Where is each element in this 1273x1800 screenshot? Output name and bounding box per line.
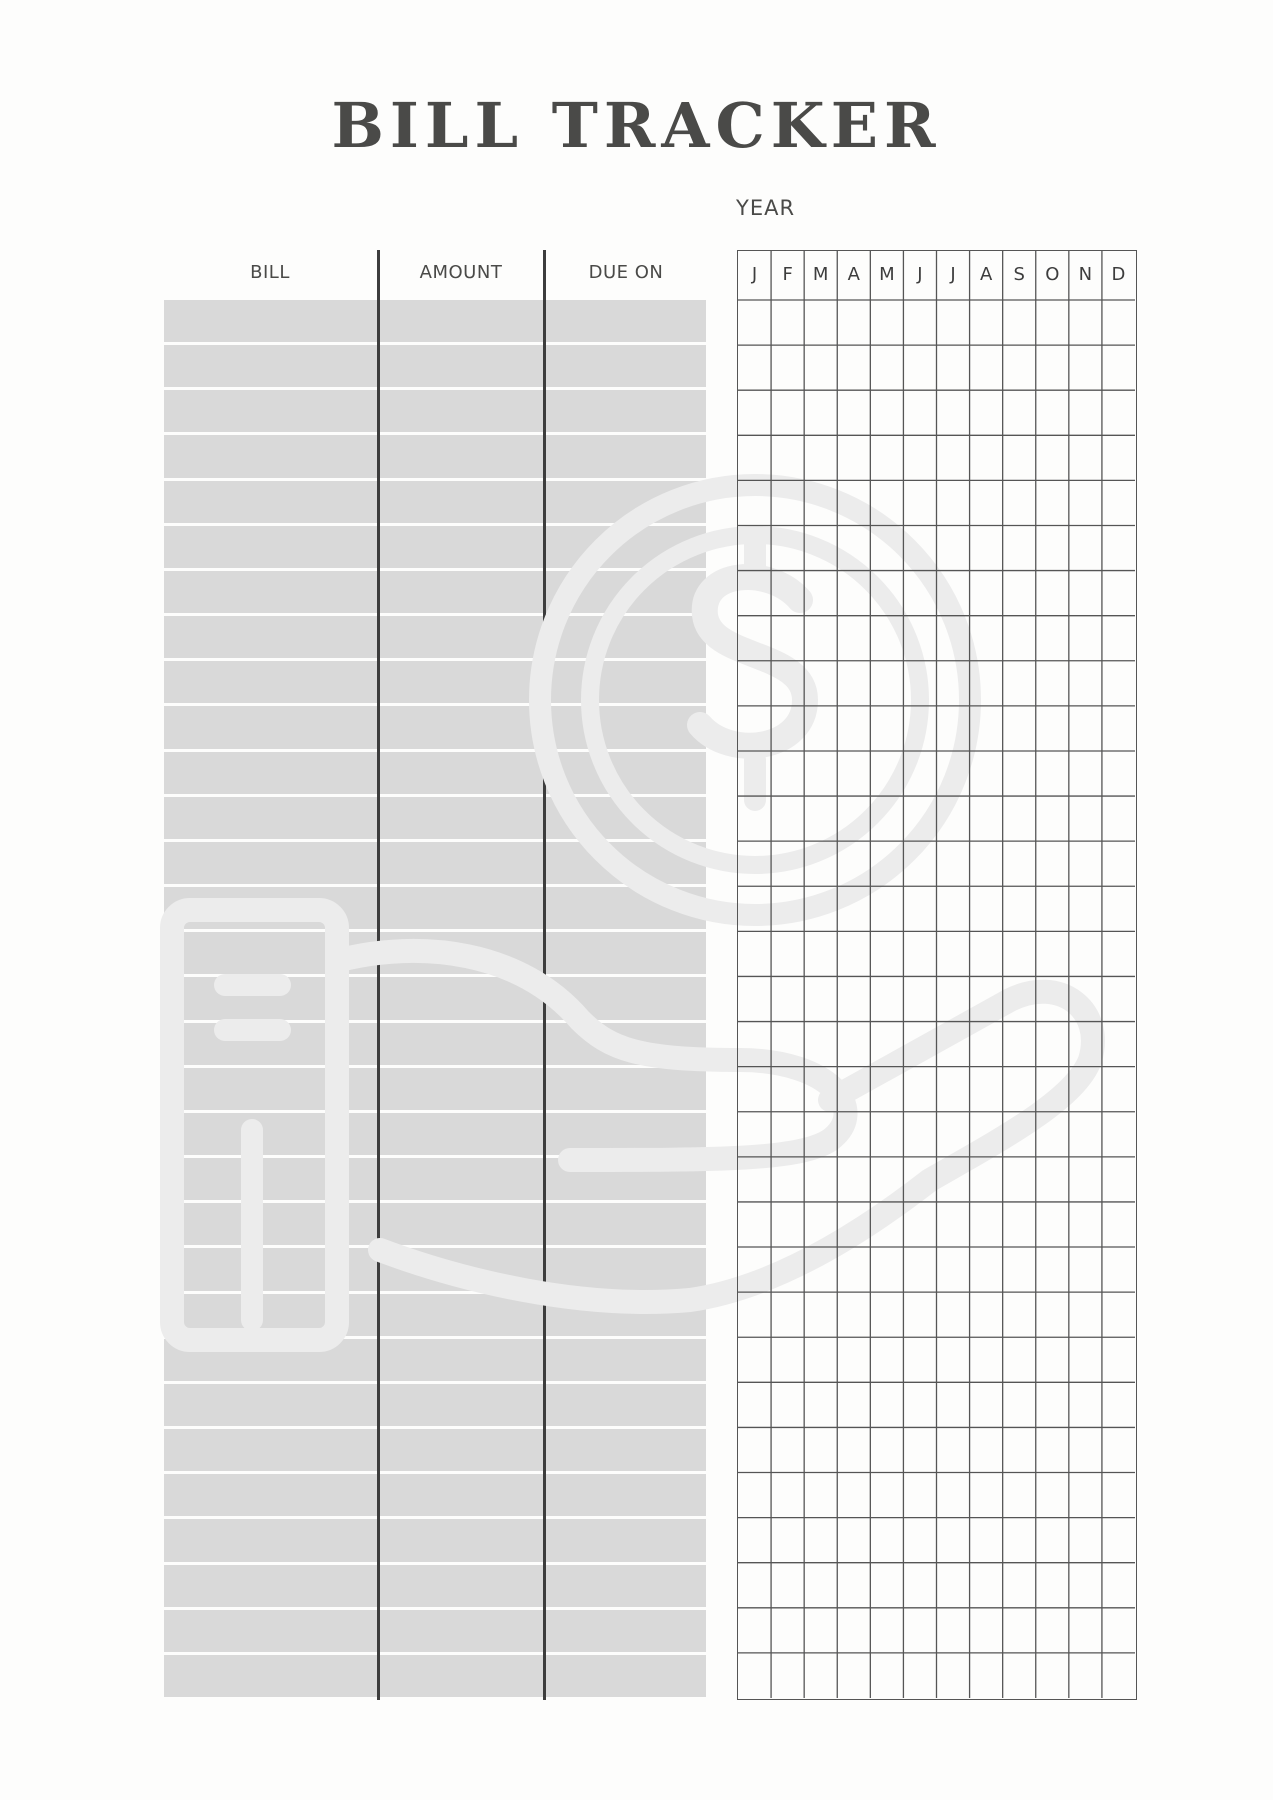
bill-row[interactable] [164, 1384, 706, 1426]
bill-row[interactable] [164, 1519, 706, 1561]
month-header: S [1013, 264, 1025, 285]
grid-lines [738, 251, 1135, 1698]
bill-row[interactable] [164, 1113, 706, 1155]
month-header: A [979, 264, 993, 285]
bill-row[interactable] [164, 1474, 706, 1516]
bill-row[interactable] [164, 345, 706, 387]
bill-row[interactable] [164, 300, 706, 342]
bill-row[interactable] [164, 1610, 706, 1652]
bill-row[interactable] [164, 977, 706, 1019]
bill-row[interactable] [164, 1655, 706, 1697]
bill-row[interactable] [164, 571, 706, 613]
column-header-amount: AMOUNT [419, 262, 503, 283]
bill-row[interactable] [164, 616, 706, 658]
month-header: J [751, 264, 758, 285]
month-header: D [1111, 264, 1126, 285]
column-header-bill: BILL [250, 262, 290, 283]
monthly-payment-grid [737, 250, 1137, 1700]
bill-row[interactable] [164, 1565, 706, 1607]
bill-row[interactable] [164, 1158, 706, 1200]
bill-row[interactable] [164, 661, 706, 703]
bill-row[interactable] [164, 390, 706, 432]
year-label: YEAR [736, 196, 796, 220]
bill-row[interactable] [164, 1068, 706, 1110]
column-header-due-on: DUE ON [588, 262, 664, 283]
bill-row[interactable] [164, 1339, 706, 1381]
bill-row[interactable] [164, 435, 706, 477]
column-divider [377, 250, 380, 1700]
bill-row[interactable] [164, 797, 706, 839]
bill-row[interactable] [164, 1294, 706, 1336]
month-header: J [917, 264, 923, 285]
month-header: A [847, 264, 860, 285]
bill-row[interactable] [164, 1248, 706, 1290]
month-header: M [812, 264, 829, 285]
bill-row[interactable] [164, 1023, 706, 1065]
page-title: BILL TRACKER [331, 89, 942, 162]
bill-row[interactable] [164, 932, 706, 974]
bill-row[interactable] [164, 706, 706, 748]
bill-row[interactable] [164, 1429, 706, 1471]
bill-row[interactable] [164, 1203, 706, 1245]
bill-row[interactable] [164, 526, 706, 568]
month-header: O [1045, 264, 1060, 285]
bill-row[interactable] [164, 481, 706, 523]
month-header: F [782, 264, 793, 285]
month-header: J [950, 264, 956, 285]
column-divider [543, 250, 546, 1700]
bill-row[interactable] [164, 752, 706, 794]
month-header: N [1078, 264, 1093, 285]
bill-table [164, 300, 706, 1700]
month-header: M [879, 264, 895, 285]
bill-row[interactable] [164, 887, 706, 929]
bill-row[interactable] [164, 842, 706, 884]
